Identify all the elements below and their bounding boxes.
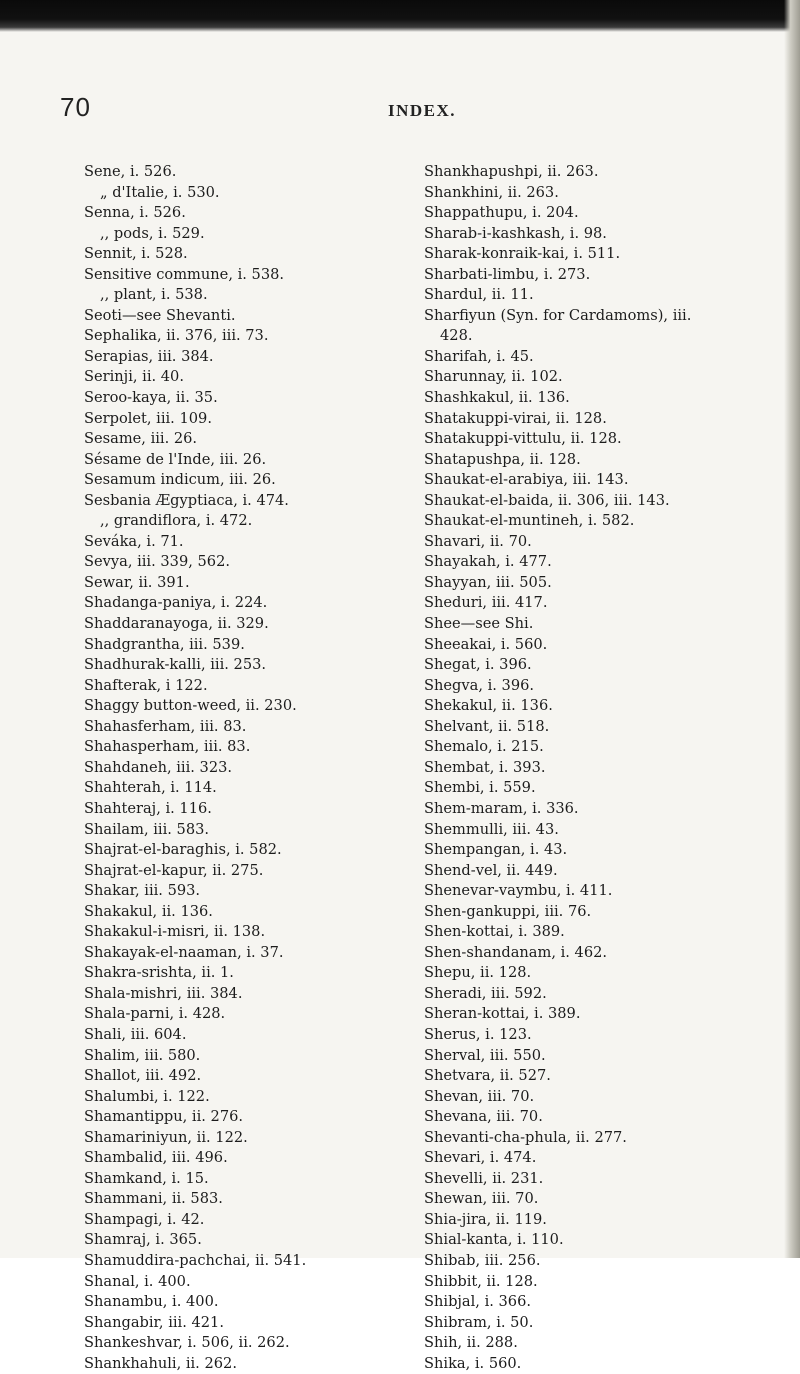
index-entry: Shika, i. 560.	[424, 1354, 522, 1372]
index-entry: Shevelli, ii. 231.	[424, 1169, 544, 1187]
index-entry: ,, pods, i. 529.	[100, 224, 205, 242]
index-entry: Shegat, i. 396.	[424, 656, 532, 674]
index-entry: Sheran-kottai, i. 389.	[424, 1005, 581, 1023]
index-entry: Shanambu, i. 400.	[84, 1293, 219, 1311]
index-entry: Shevanti-cha-phula, ii. 277.	[424, 1128, 627, 1146]
index-entry: Sesame, iii. 26.	[84, 430, 198, 448]
index-entry: Shashkakul, ii. 136.	[424, 389, 570, 407]
index-entry: Shekakul, ii. 136.	[424, 697, 553, 715]
index-entry: Shala-mishri, iii. 384.	[84, 984, 243, 1002]
index-entry: Sherval, iii. 550.	[424, 1046, 546, 1064]
index-entry: Shankhini, ii. 263.	[424, 183, 559, 201]
index-entry: Sharbati-limbu, i. 273.	[424, 265, 591, 283]
index-entry: Shatakuppi-vittulu, ii. 128.	[424, 430, 622, 448]
index-entry: Shadanga-paniya, i. 224.	[84, 594, 268, 612]
index-entry: Shevana, iii. 70.	[424, 1108, 543, 1126]
index-entry: Shali, iii. 604.	[84, 1025, 187, 1043]
index-entry: Serapias, iii. 384.	[84, 347, 214, 365]
index-entry: Shajrat-el-baraghis, i. 582.	[84, 841, 282, 859]
index-entry: Shalim, iii. 580.	[84, 1046, 201, 1064]
index-entry: Shembi, i. 559.	[424, 779, 536, 797]
index-entry: Sesamum indicum, iii. 26.	[84, 471, 276, 489]
index-entry: Shailam, iii. 583.	[84, 820, 210, 838]
index-entry: Shambalid, iii. 496.	[84, 1149, 228, 1167]
index-entry: Shaggy button-weed, ii. 230.	[84, 697, 297, 715]
index-entry: Shenevar-vaymbu, i. 411.	[424, 882, 613, 900]
index-entry: Shajrat-el-kapur, ii. 275.	[84, 861, 264, 879]
index-entry: Shaukat-el-baida, ii. 306, iii. 143.	[424, 491, 670, 509]
index-entry: Shaukat-el-muntineh, i. 582.	[424, 512, 635, 530]
index-entry: Shardul, ii. 11.	[424, 286, 534, 304]
index-entry: Shafterak, i 122.	[84, 676, 208, 694]
scan-top-edge	[0, 0, 800, 32]
index-entry: Shankeshvar, i. 506, ii. 262.	[84, 1334, 290, 1352]
index-entry: Sheduri, iii. 417.	[424, 594, 548, 612]
index-entry: Sene, i. 526.	[84, 163, 177, 180]
index-entry: Sharunnay, ii. 102.	[424, 368, 563, 386]
index-entry: Shampagi, i. 42.	[84, 1210, 205, 1228]
index-entry: Shamariniyun, ii. 122.	[84, 1128, 248, 1146]
index-entry: Sharifah, i. 45.	[424, 347, 534, 365]
index-entry: Shetvara, ii. 527.	[424, 1067, 551, 1085]
index-entry: ,, plant, i. 538.	[100, 286, 208, 304]
index-entry: Shegva, i. 396.	[424, 676, 535, 694]
index-entry: Shala-parni, i. 428.	[84, 1005, 226, 1023]
index-entry: Shakakul-i-misri, ii. 138.	[84, 923, 266, 941]
index-column-left	[84, 162, 404, 1374]
index-entry: Shia-jira, ii. 119.	[424, 1210, 547, 1228]
index-entry: Shih, ii. 288.	[424, 1334, 518, 1352]
index-entry: 428.	[440, 327, 473, 345]
index-entry: Shanal, i. 400.	[84, 1272, 191, 1290]
index-entry: Serinji, ii. 40.	[84, 368, 184, 386]
index-entry: Shemmulli, iii. 43.	[424, 820, 559, 838]
index-entry: Sheeakai, i. 560.	[424, 635, 548, 653]
index-entry: Shempangan, i. 43.	[424, 841, 568, 859]
index-entry: Shamuddira-pachchai, ii. 541.	[84, 1251, 307, 1269]
index-entry: Shibab, iii. 256.	[424, 1251, 541, 1269]
index-entry: Sephalika, ii. 376, iii. 73.	[84, 327, 269, 345]
index-entry: Shen-kottai, i. 389.	[424, 923, 565, 941]
index-entry: Shen-shandanam, i. 462.	[424, 943, 608, 961]
index-entry: Shangabir, iii. 421.	[84, 1313, 224, 1331]
index-entry: Shend-vel, ii. 449.	[424, 861, 558, 879]
index-entry: Seoti—see Shevanti.	[84, 306, 236, 324]
index-entry: Shakakul, ii. 136.	[84, 902, 213, 920]
scan-right-edge	[784, 0, 800, 1258]
index-entry: Shahterah, i. 114.	[84, 779, 217, 797]
index-entry: Seváka, i. 71.	[84, 532, 184, 550]
index-entry: Shakar, iii. 593.	[84, 882, 201, 900]
index-entry: Shamantippu, ii. 276.	[84, 1108, 244, 1126]
index-entry: Shaddaranayoga, ii. 329.	[84, 615, 269, 633]
index-entry: Shankhapushpi, ii. 263.	[424, 163, 599, 180]
index-entry: Shibbit, ii. 128.	[424, 1272, 538, 1290]
index-entry: Shevan, iii. 70.	[424, 1087, 535, 1105]
index-entry: Sevya, iii. 339, 562.	[84, 553, 231, 571]
index-entry: Sensitive commune, i. 538.	[84, 265, 285, 283]
index-entry: Sennit, i. 528.	[84, 245, 188, 263]
index-entry: ,, grandiflora, i. 472.	[100, 512, 253, 530]
index-entry: Seroo-kaya, ii. 35.	[84, 389, 218, 407]
index-entry: Shakra-srishta, ii. 1.	[84, 964, 234, 982]
running-title: INDEX.	[388, 101, 457, 120]
index-entry: Shammani, ii. 583.	[84, 1190, 223, 1208]
index-entry: Shadhurak-kalli, iii. 253.	[84, 656, 267, 674]
index-entry: Sharab-i-kashkash, i. 98.	[424, 224, 607, 242]
index-entry: Serpolet, iii. 109.	[84, 409, 212, 427]
index-entry: Shallot, iii. 492.	[84, 1067, 202, 1085]
index-entry: Shen-gankuppi, iii. 76.	[424, 902, 592, 920]
index-entry: Shahasperham, iii. 83.	[84, 738, 251, 756]
index-column-right	[424, 162, 784, 1374]
index-entry: Sewar, ii. 391.	[84, 573, 190, 591]
index-entry: Shankhahuli, ii. 262.	[84, 1354, 237, 1372]
index-entry: Shayakah, i. 477.	[424, 553, 552, 571]
index-entry: Senna, i. 526.	[84, 204, 186, 222]
index-entry: Shembat, i. 393.	[424, 758, 546, 776]
index-entry: Shibjal, i. 366.	[424, 1293, 532, 1311]
index-entry: Shakayak-el-naaman, i. 37.	[84, 943, 284, 961]
index-entry: Shelvant, ii. 518.	[424, 717, 550, 735]
index-entry: Shatakuppi-virai, ii. 128.	[424, 409, 607, 427]
index-entry: Shibram, i. 50.	[424, 1313, 534, 1331]
index-entry: Shahteraj, i. 116.	[84, 799, 212, 817]
index-entry: Shavari, ii. 70.	[424, 532, 532, 550]
index-entry: Shamkand, i. 15.	[84, 1169, 209, 1187]
index-entry: „ d'Italie, i. 530.	[100, 183, 220, 201]
index-entry: Shevari, i. 474.	[424, 1149, 537, 1167]
index-entry: Shemalo, i. 215.	[424, 738, 544, 756]
index-entry: Sharak-konraik-kai, i. 511.	[424, 245, 621, 263]
index-entry: Sheradi, iii. 592.	[424, 984, 547, 1002]
index-entry: Sharfiyun (Syn. for Cardamoms), iii.	[424, 306, 692, 324]
index-entry: Shadgrantha, iii. 539.	[84, 635, 245, 653]
index-entry: Shial-kanta, i. 110.	[424, 1231, 564, 1249]
index-entry: Shee—see Shi.	[424, 615, 534, 633]
index-entry: Sherus, i. 123.	[424, 1025, 532, 1043]
index-entry: Shewan, iii. 70.	[424, 1190, 539, 1208]
index-entry: Shepu, ii. 128.	[424, 964, 532, 982]
index-entry: Shamraj, i. 365.	[84, 1231, 202, 1249]
index-entry: Sesbania Ægyptiaca, i. 474.	[84, 491, 289, 509]
index-entry: Shaukat-el-arabiya, iii. 143.	[424, 471, 629, 489]
index-entry: Shappathupu, i. 204.	[424, 204, 579, 222]
page-number: 70	[60, 92, 91, 122]
index-entry: Shalumbi, i. 122.	[84, 1087, 210, 1105]
index-entry: Sésame de l'Inde, iii. 26.	[84, 450, 267, 468]
index-entry: Shem-maram, i. 336.	[424, 799, 579, 817]
index-entry: Shahdaneh, iii. 323.	[84, 758, 233, 776]
index-entry: Shahasferham, iii. 83.	[84, 717, 247, 735]
index-entry: Shatapushpa, ii. 128.	[424, 450, 581, 468]
index-entry: Shayyan, iii. 505.	[424, 573, 552, 591]
